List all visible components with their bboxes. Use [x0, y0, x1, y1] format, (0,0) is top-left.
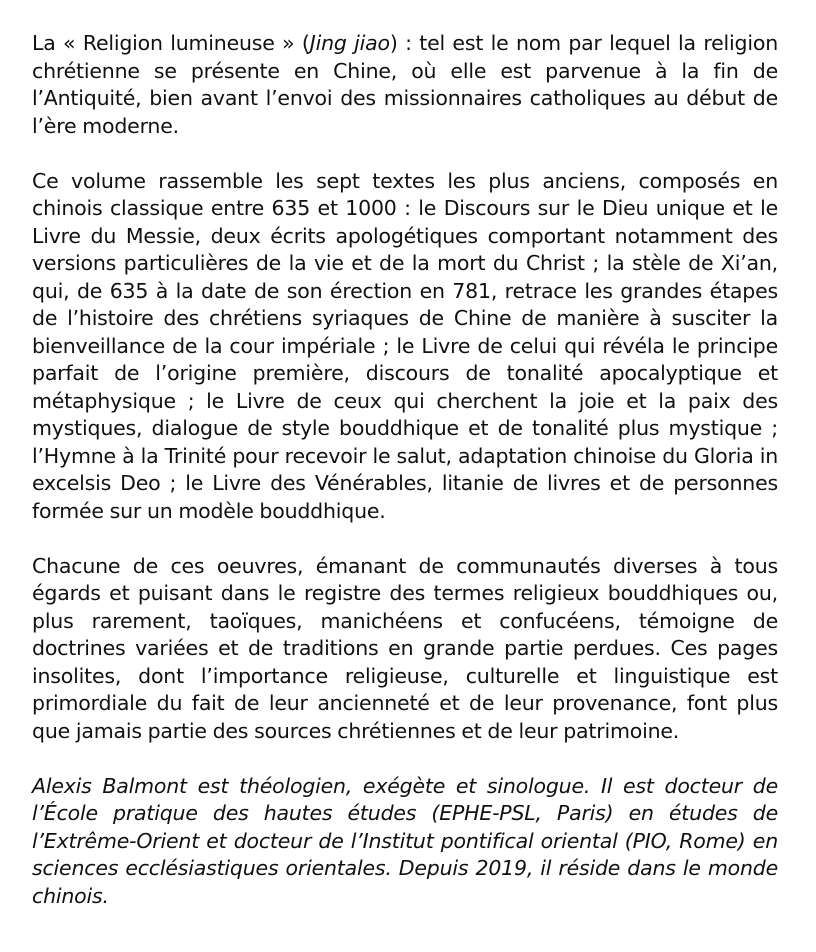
intro-text-start: La « Religion lumineuse » ( — [32, 31, 310, 55]
intro-italic-term: Jing jiao — [309, 31, 390, 55]
significance-paragraph: Chacune de ces oeuvres, émanant de communautés diverses à tous égards et puisant dans le registre des termes religieux bouddhiques ou, plus rarement, taoïques, manichéens et confucéens, témoigne de doctrines variées et de traditions en grande partie perdues. Ces pages insolites, dont l’importance religieuse, culturelle et linguistique est primordiale du fait de leur ancienneté et de leur provenance, font plus que jamais partie des sources chrétiennes et de leur patrimoine. — [32, 553, 778, 743]
intro-paragraph — [32, 30, 778, 140]
intro-text-end: ) : tel est le nom par lequel la religion chrétienne se présente en Chine, où elle est parvenue à la fin de l’Antiquité, bien avant l’envoi des missionnaires catholiques au début de l’ère moderne. — [32, 31, 778, 138]
contents-paragraph: Ce volume rassemble les sept textes les plus anciens, composés en chinois classique entre 635 et 1000 : le Discours sur le Dieu unique et le Livre du Messie, deux écrits apologétiques comportant notamment des versions particulières de la vie et de la mort du Christ ; la stèle de Xi’an, qui, de 635 à la date de son érection en 781, retrace les grandes étapes de l’histoire des chrétiens syriaques de Chine de manière à susciter la bienveillance de la cour impériale ; le Livre de celui qui révéla le principe parfait de l’origine première, discours de tonalité apocalyptique et métaphysique ; le Livre de ceux qui cherchent la joie et la paix des mystiques, dialogue de style bouddhique et de tonalité plus mystique ; l’Hymne à la Trinité pour recevoir le salut, adaptation chinoise du Gloria in excelsis Deo ; le Livre des Vénérables, litanie de livres et de personnes formée sur un modèle bouddhique. — [32, 168, 778, 523]
back-cover-text — [32, 30, 778, 910]
author-bio-paragraph: Alexis Balmont est théologien, exégète et sinologue. Il est docteur de l’École pratique des hautes études (EPHE-PSL, Paris) en études de l’Extrême-Orient et docteur de l’Institut pontifical oriental (PIO, Rome) en sciences ecclésiastiques orientales. Depuis 2019, il réside dans le monde chinois. — [32, 773, 778, 908]
